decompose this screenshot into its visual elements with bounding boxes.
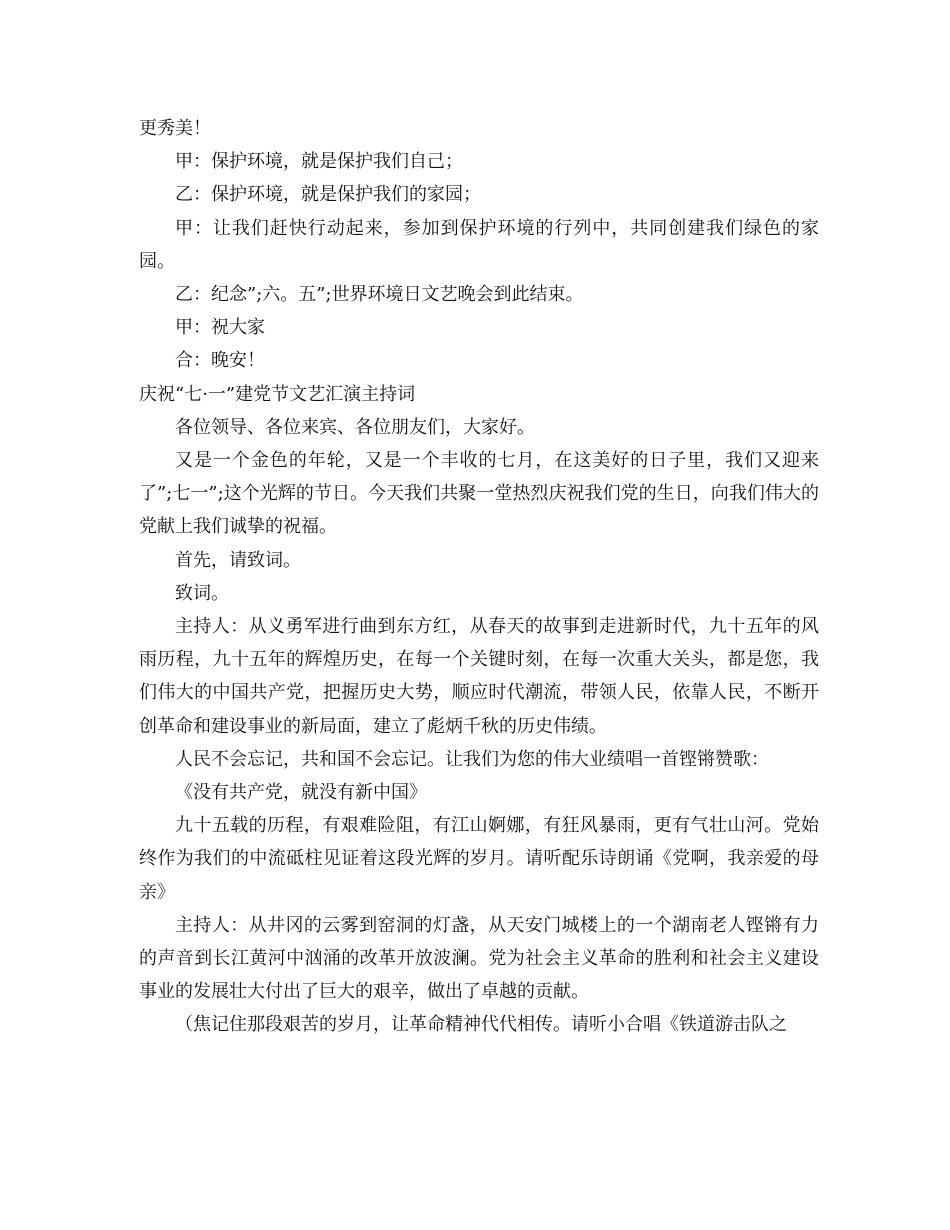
section-title: 庆祝“七·一”建党节文艺汇演主持词 xyxy=(139,383,416,405)
paragraph: 《没有共产党，就没有新中国》 xyxy=(175,782,427,804)
paragraph: （焦记住那段艰苦的岁月，让革命精神代代相传。请听小合唱《铁道游击队之 xyxy=(175,1014,787,1036)
paragraph: 九十五载的历程，有艰难险阻，有江山婀娜，有狂风暴雨，更有气壮山河。党始终作为我们的中流砥柱见证着这段光辉的岁月。请听配乐诗朗诵《党啊，我亲爱的母亲》 xyxy=(139,815,819,903)
dialogue-line: 甲：保护环境，就是保护我们自己； xyxy=(175,151,463,173)
dialogue-line: 甲：祝大家 xyxy=(175,317,265,339)
document-body xyxy=(139,112,819,1042)
paragraph: 首先，请致词。 xyxy=(175,549,301,571)
paragraph: 更秀美！ xyxy=(139,118,211,139)
dialogue-line: 甲：让我们赶快行动起来，参加到保护环境的行列中，共同创建我们绿色的家园。 xyxy=(139,217,819,272)
paragraph: 各位领导、各位来宾、各位朋友们，大家好。 xyxy=(175,416,535,438)
paragraph: 又是一个金色的年轮，又是一个丰收的七月，在这美好的日子里，我们又迎来了”;七一”;这个光辉的节日。今天我们共聚一堂热烈庆祝我们党的生日，向我们伟大的党献上我们诚挚的祝福。 xyxy=(139,450,819,538)
paragraph: 致词。 xyxy=(175,582,229,604)
paragraph: 主持人：从井冈的云雾到窑洞的灯盏，从天安门城楼上的一个湖南老人铿锵有力的声音到长江黄河中汹涌的改革开放波澜。党为社会主义革命的胜利和社会主义建设事业的发展壮大付出了巨大的艰辛，做出了卓越的贡献。 xyxy=(139,914,819,1003)
paragraph: 人民不会忘记，共和国不会忘记。让我们为您的伟大业绩唱一首铿锵赞歌： xyxy=(175,748,769,770)
dialogue-line: 乙：保护环境，就是保护我们的家园； xyxy=(175,184,481,206)
dialogue-line: 乙：纪念”;六。五”;世界环境日文艺晚会到此结束。 xyxy=(175,284,584,306)
paragraph: 主持人：从义勇军进行曲到东方红，从春天的故事到走进新时代，九十五年的风雨历程，九十五年的辉煌历史，在每一个关键时刻，在每一次重大关头，都是您，我们伟大的中国共产党，把握历史大势，顺应时代潮流，带领人民，依靠人民，不断开创革命和建设事业的新局面，建立了彪炳千秋的历史伟绩。 xyxy=(139,616,819,737)
dialogue-line: 合：晚安！ xyxy=(175,350,265,372)
